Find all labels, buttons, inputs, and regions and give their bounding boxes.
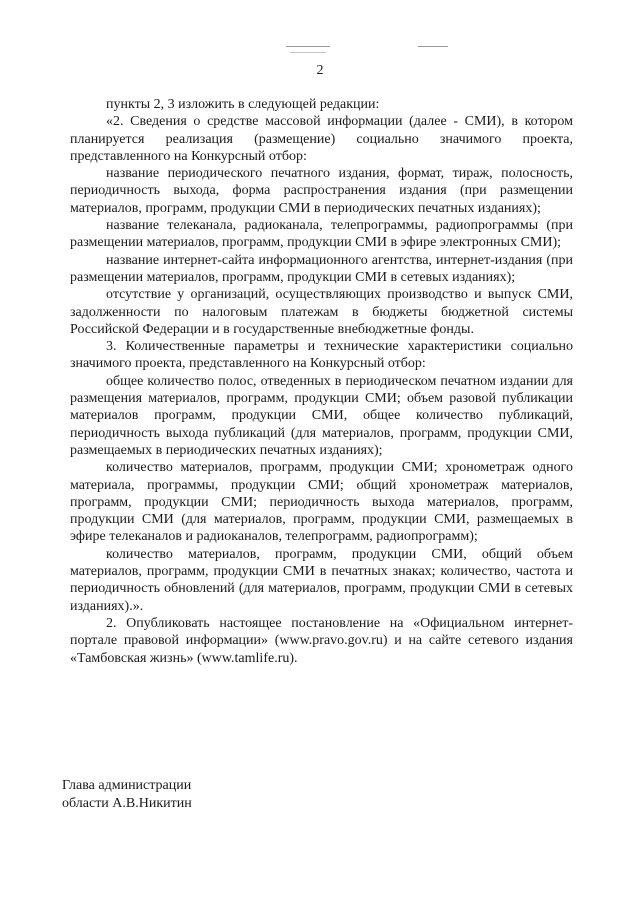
paragraph-intro: пункты 2, 3 изложить в следующей редакции: (106, 97, 380, 112)
document-body (70, 96, 573, 667)
signature-block (62, 777, 192, 812)
paragraph-broadcast-parameters: количество материалов, программ, продукции СМИ; хронометраж одного материала, программы, продукции СМИ; общий хронометраж материалов, программ, продукции СМИ; периодичность выхода материалов, программ, продукции СМИ (для материалов, программ, продукции СМИ, размещаемых в эфире телеканалов и радиоканалов, телепрограмм, радиопрограмм); (70, 460, 573, 545)
signature-name: области А.В.Никитин (62, 795, 192, 811)
scan-mark-left (286, 46, 330, 47)
paragraph-print-parameters: общее количество полос, отведенных в периодическом печатном издании для размещения материалов, программ, продукции СМИ; объем разовой публикации материалов программ, продукции СМИ, общее количество публикаций, периодичность выхода публикаций (для материалов, программ, продукции СМИ, размещаемых в периодических печатных изданиях); (70, 373, 573, 458)
paragraph-print-media: название периодического печатного издания, формат, тираж, полосность, периодичность выхода, форма распространения издания (при размещении материалов, программ, продукции СМИ в периодических печатных изданиях); (70, 166, 573, 216)
scan-mark-right (418, 46, 448, 47)
page-number: 2 (316, 63, 324, 78)
scan-mark-left-lower (290, 52, 326, 53)
paragraph-broadcast-media: название телеканала, радиоканала, телепрограммы, радиопрограммы (при размещении материалов, программ, продукции СМИ в эфире электронных СМИ); (70, 218, 573, 251)
paragraph-online-parameters: количество материалов, программ, продукции СМИ, общий объем материалов, программ, продукции СМИ в печатных знаках; количество, частота и периодичность обновлений (для материалов, программ, продукции СМИ в сетевых изданиях).». (70, 546, 573, 614)
paragraph-online-media: название интернет-сайта информационного агентства, интернет-издания (при размещении материалов, программ, продукции СМИ в сетевых изданиях); (70, 252, 573, 285)
paragraph-no-tax-debt: отсутствие у организаций, осуществляющих производство и выпуск СМИ, задолженности по налоговым платежам в бюджеты бюджетной системы Российской Федерации и в государственные внебюджетные фонды. (70, 287, 573, 337)
paragraph-item-3: 3. Количественные параметры и технические характеристики социально значимого проекта, представленного на Конкурсный отбор: (70, 339, 573, 372)
signature-title: Глава администрации (62, 778, 192, 793)
paragraph-publication: 2. Опубликовать настоящее постановление на «Официальном интернет-портале правовой информации» (www.pravo.gov.ru) и на сайте сетевого издания «Тамбовская жизнь» (www.tamlife.ru). (70, 615, 573, 666)
paragraph-item-2: «2. Сведения о средстве массовой информации (далее - СМИ), в котором планируется реализация (размещение) социально значимого проекта, представленного на Конкурсный отбор: (70, 114, 573, 164)
